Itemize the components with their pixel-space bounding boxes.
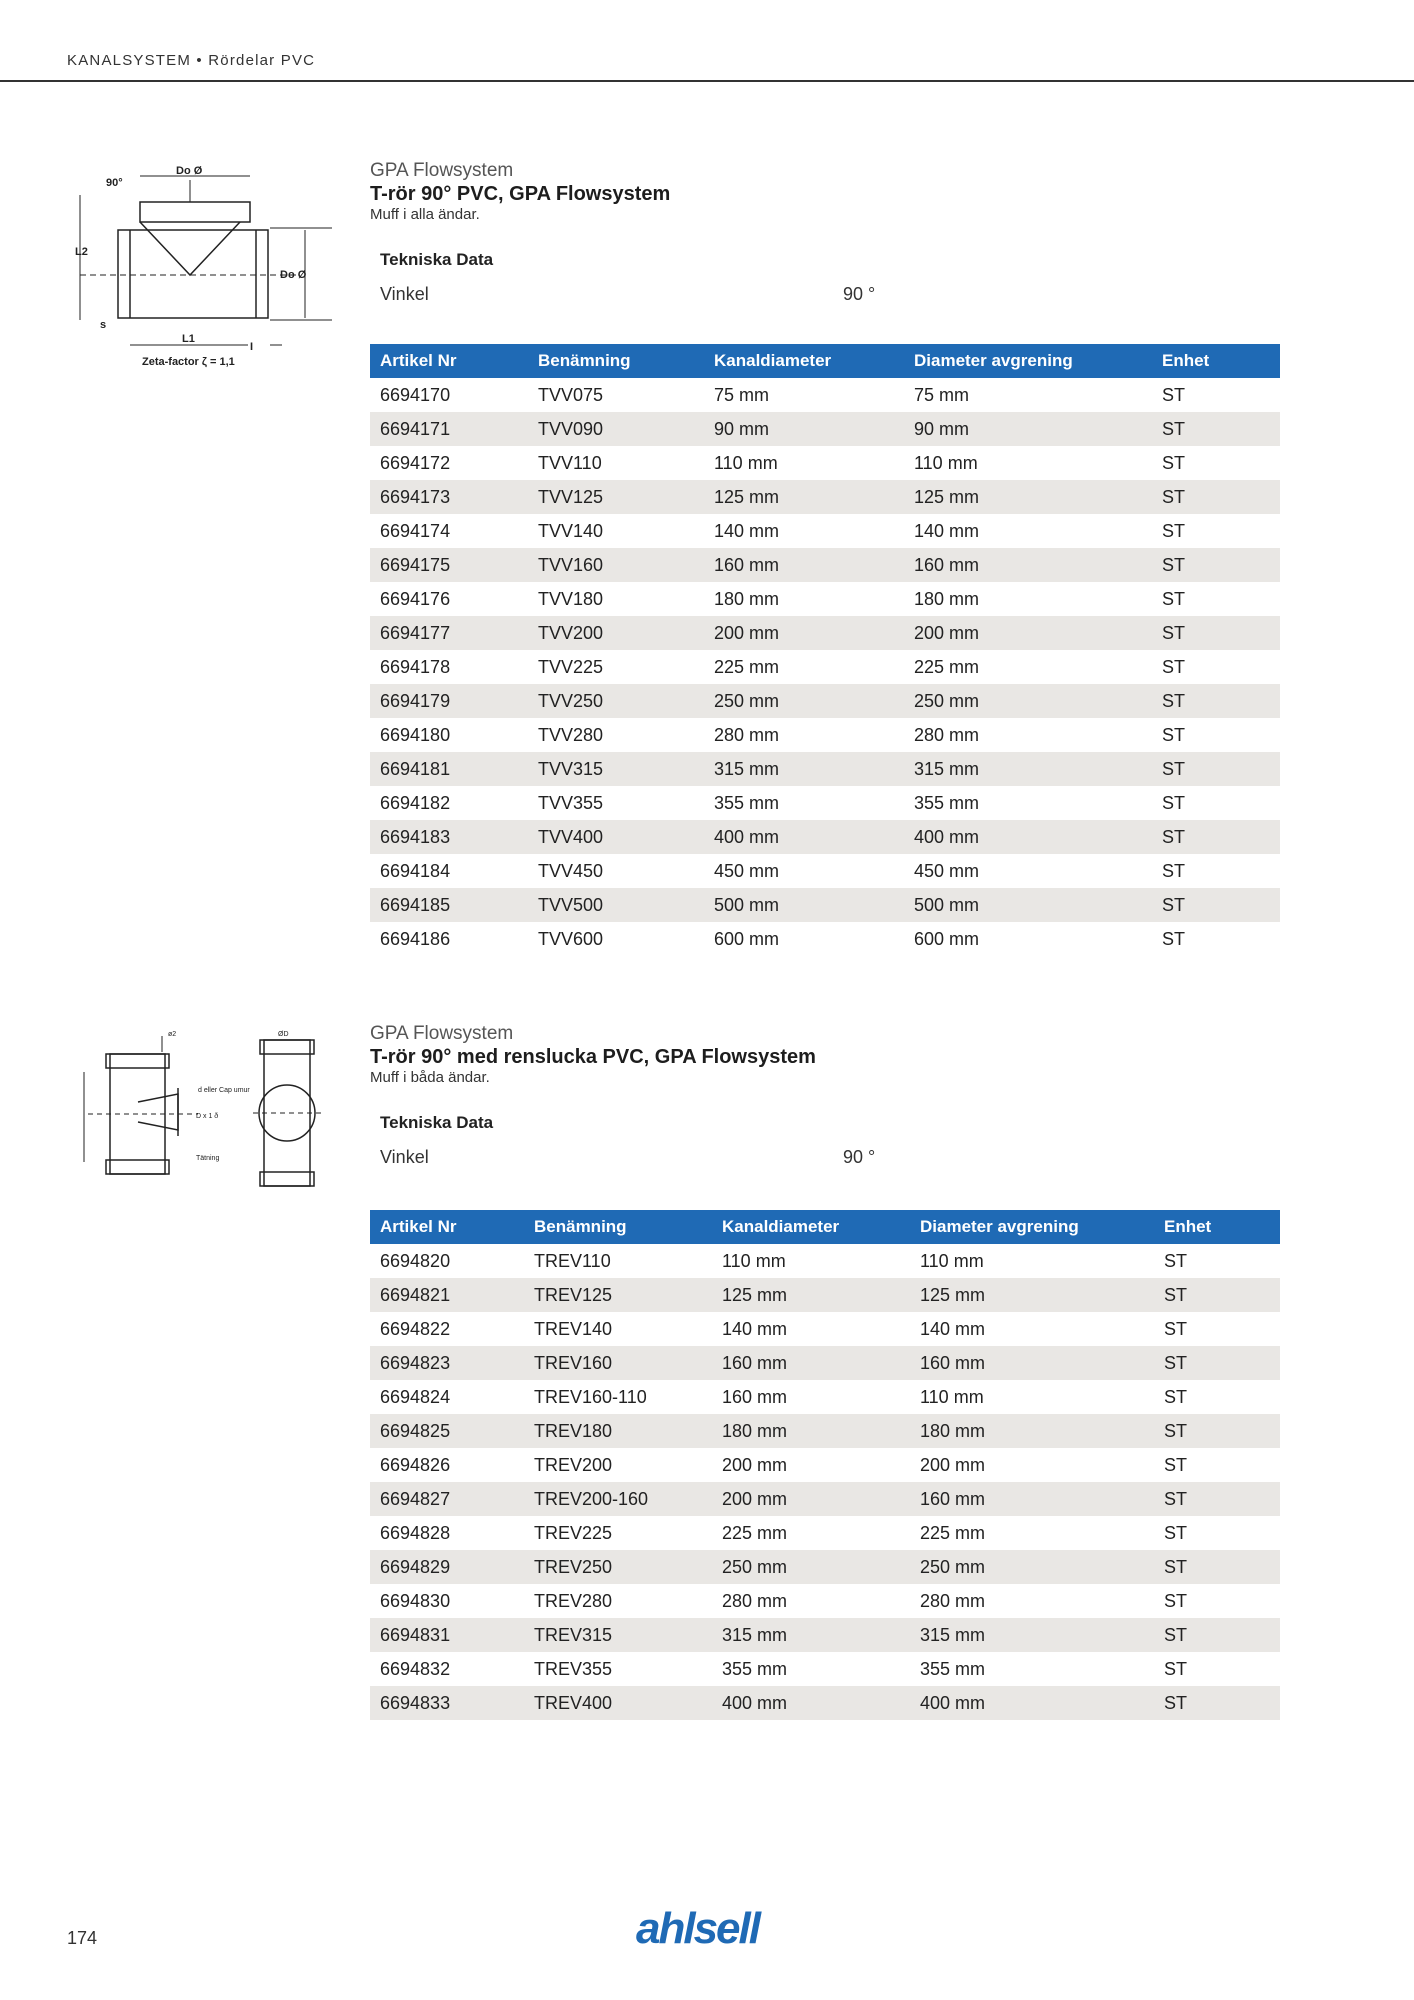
table-cell: 400 mm: [904, 820, 1152, 854]
product-title-block: [370, 160, 670, 224]
table-cell: ST: [1162, 384, 1186, 405]
table-cell: 280 mm: [722, 1590, 788, 1611]
table-row: [370, 616, 1280, 650]
table-row: [370, 1312, 1280, 1346]
table-cell: 6694171: [370, 412, 528, 446]
table-row: [370, 582, 1280, 616]
table-cell: 75 mm: [914, 384, 970, 405]
table-row: [370, 412, 1280, 446]
table-cell: 280 mm: [914, 724, 980, 745]
table-cell: ST: [1154, 1686, 1280, 1720]
table-cell: 6694826: [380, 1454, 451, 1475]
column-header: Enhet: [1152, 344, 1280, 378]
table-cell: 75 mm: [714, 384, 770, 405]
table-cell: 6694821: [370, 1278, 524, 1312]
table-cell: 6694184: [380, 860, 451, 881]
table-cell: 200 mm: [904, 616, 1152, 650]
product-title: T-rör 90° med renslucka PVC, GPA Flowsystem: [370, 1046, 816, 1068]
table-cell: 600 mm: [914, 928, 980, 949]
table-cell: TREV110: [534, 1250, 611, 1271]
label-top: ø2: [168, 1031, 177, 1038]
table-cell: 6694183: [370, 820, 528, 854]
table-cell: 6694822: [380, 1318, 451, 1339]
label-top-diameter: Do Ø: [176, 165, 203, 177]
table-cell: 125 mm: [904, 480, 1152, 514]
header-title: KANALSYSTEM • Rördelar PVC: [67, 52, 316, 69]
table-cell: ST: [1154, 1550, 1280, 1584]
table-row: [370, 1278, 1280, 1312]
table-cell: TVV600: [538, 928, 604, 949]
table-cell: 315 mm: [704, 752, 904, 786]
column-header: Kanaldiameter: [712, 1210, 910, 1244]
table-cell: TVV315: [528, 752, 704, 786]
table-cell: ST: [1162, 656, 1186, 677]
table-cell: 200 mm: [920, 1454, 986, 1475]
angle-label: Vinkel: [380, 1147, 429, 1167]
table-cell: 250 mm: [910, 1550, 1154, 1584]
table-cell: TVV075: [538, 384, 604, 405]
table-cell: ST: [1154, 1482, 1280, 1516]
table-cell: 125 mm: [910, 1278, 1154, 1312]
table-cell: 6694832: [380, 1658, 451, 1679]
label-l2: L2: [75, 246, 88, 258]
table-row: [370, 650, 1280, 684]
table-cell: TREV160: [524, 1346, 712, 1380]
table-cell: 355 mm: [714, 792, 780, 813]
table-cell: 180 mm: [914, 588, 980, 609]
table-cell: 6694174: [380, 520, 451, 541]
table-row: [370, 378, 1280, 412]
table-cell: ST: [1152, 684, 1280, 718]
table-cell: ST: [1162, 792, 1186, 813]
table-cell: TREV180: [524, 1414, 712, 1448]
product-table: [370, 1210, 1280, 1720]
table-cell: 6694831: [370, 1618, 524, 1652]
technical-data: [380, 1113, 1280, 1169]
table-cell: TVV450: [538, 860, 604, 881]
table-cell: 125 mm: [704, 480, 904, 514]
table-cell: TREV355: [534, 1658, 613, 1679]
table-cell: 160 mm: [712, 1346, 910, 1380]
table-cell: 200 mm: [712, 1482, 910, 1516]
table-cell: ST: [1164, 1250, 1188, 1271]
table-cell: ST: [1164, 1454, 1188, 1475]
table-cell: TREV160-110: [534, 1386, 647, 1407]
table-cell: TVV250: [528, 684, 704, 718]
label-s: s: [100, 319, 107, 331]
table-cell: 6694820: [380, 1250, 451, 1271]
table-cell: 6694185: [370, 888, 528, 922]
table-header-row: [370, 344, 1280, 378]
table-cell: 315 mm: [712, 1618, 910, 1652]
table-cell: ST: [1162, 928, 1186, 949]
table-cell: 6694825: [370, 1414, 524, 1448]
table-cell: 160 mm: [904, 548, 1152, 582]
table-cell: 6694824: [380, 1386, 451, 1407]
table-cell: 90 mm: [904, 412, 1152, 446]
table-cell: TREV200-160: [524, 1482, 712, 1516]
table-cell: ST: [1154, 1414, 1280, 1448]
table-cell: 6694828: [380, 1522, 451, 1543]
table-row: [370, 548, 1280, 582]
product-title: T-rör 90° PVC, GPA Flowsystem: [370, 183, 671, 205]
table-cell: 225 mm: [714, 656, 780, 677]
t-pipe-cleanout-diagram: [78, 1022, 328, 1192]
table-cell: 110 mm: [920, 1250, 984, 1271]
table-cell: ST: [1152, 480, 1280, 514]
column-header: Artikel Nr: [370, 344, 528, 378]
table-row: [370, 1448, 1280, 1482]
table-cell: ST: [1152, 548, 1280, 582]
table-cell: 6694180: [380, 724, 451, 745]
table-cell: 250 mm: [904, 684, 1152, 718]
table-cell: 180 mm: [712, 1414, 910, 1448]
technical-data-row: [380, 1147, 1280, 1169]
table-cell: TVV500: [528, 888, 704, 922]
ahlsell-logo: ahlsell: [636, 1904, 759, 1953]
technical-data-heading: Tekniska Data: [380, 250, 494, 269]
table-cell: 110 mm: [714, 452, 778, 473]
angle-label: Vinkel: [380, 284, 429, 304]
table-cell: 180 mm: [910, 1414, 1154, 1448]
table-cell: 6694182: [380, 792, 451, 813]
table-cell: 110 mm: [722, 1250, 786, 1271]
column-header: Diameter avgrening: [904, 344, 1152, 378]
table-cell: 225 mm: [722, 1522, 788, 1543]
table-cell: TVV400: [528, 820, 704, 854]
angle-value: 90 °: [843, 284, 876, 304]
table-cell: 280 mm: [920, 1590, 986, 1611]
table-cell: 500 mm: [904, 888, 1152, 922]
table-cell: 6694830: [380, 1590, 451, 1611]
label-i: I: [250, 341, 254, 353]
table-cell: ST: [1152, 888, 1280, 922]
table-row: [370, 1346, 1280, 1380]
table-cell: ST: [1164, 1386, 1188, 1407]
label-seal: Tätning: [196, 1155, 220, 1162]
table-cell: 315 mm: [910, 1618, 1154, 1652]
table-cell: ST: [1164, 1522, 1188, 1543]
label-side-diameter: Do Ø: [280, 269, 307, 281]
technical-data-row: [380, 284, 1280, 306]
table-cell: 160 mm: [722, 1386, 788, 1407]
table-cell: TVV225: [538, 656, 604, 677]
table-cell: 6694829: [370, 1550, 524, 1584]
table-cell: ST: [1162, 520, 1186, 541]
table-cell: ST: [1162, 724, 1186, 745]
table-cell: 6694173: [370, 480, 528, 514]
table-cell: 400 mm: [712, 1686, 910, 1720]
table-cell: 180 mm: [714, 588, 780, 609]
label-zeta: Zeta-factor ζ = 1,1: [142, 356, 235, 368]
table-row: [370, 684, 1280, 718]
brand-name: GPA Flowsystem: [370, 160, 514, 181]
table-cell: 450 mm: [714, 860, 780, 881]
table-cell: TVV160: [528, 548, 704, 582]
page-header: [0, 0, 1414, 82]
label-dia: D x 1 ð: [196, 1113, 219, 1120]
table-cell: 355 mm: [914, 792, 980, 813]
label-top-right: ØD: [278, 1031, 289, 1038]
table-cell: TREV250: [524, 1550, 712, 1584]
table-cell: 160 mm: [704, 548, 904, 582]
product-subtitle: Muff i båda ändar.: [370, 1069, 490, 1086]
table-row: [370, 1618, 1280, 1652]
table-cell: 200 mm: [722, 1454, 788, 1475]
table-cell: TREV125: [524, 1278, 712, 1312]
table-cell: TVV200: [528, 616, 704, 650]
table-row: [370, 854, 1280, 888]
technical-data: [380, 250, 1280, 306]
table-cell: 250 mm: [712, 1550, 910, 1584]
table-cell: 400 mm: [910, 1686, 1154, 1720]
table-cell: 160 mm: [910, 1346, 1154, 1380]
table-cell: 90 mm: [704, 412, 904, 446]
table-row: [370, 922, 1280, 956]
table-row: [370, 888, 1280, 922]
product-title-block: [370, 1023, 816, 1087]
table-cell: 355 mm: [722, 1658, 788, 1679]
table-cell: 140 mm: [722, 1318, 788, 1339]
table-cell: 500 mm: [704, 888, 904, 922]
table-cell: 140 mm: [914, 520, 980, 541]
table-cell: TVV355: [538, 792, 604, 813]
table-cell: ST: [1152, 820, 1280, 854]
table-cell: ST: [1164, 1318, 1188, 1339]
table-cell: TREV200: [534, 1454, 613, 1475]
column-header: Kanaldiameter: [704, 344, 904, 378]
table-cell: 600 mm: [714, 928, 780, 949]
table-cell: ST: [1162, 452, 1186, 473]
table-cell: ST: [1162, 860, 1186, 881]
table-row: [370, 820, 1280, 854]
column-header: Enhet: [1154, 1210, 1280, 1244]
table-row: [370, 1686, 1280, 1720]
table-cell: TVV110: [538, 452, 602, 473]
table-cell: 6694833: [370, 1686, 524, 1720]
table-cell: 6694177: [370, 616, 528, 650]
table-cell: 250 mm: [704, 684, 904, 718]
table-cell: 200 mm: [704, 616, 904, 650]
table-cell: TREV400: [524, 1686, 712, 1720]
table-cell: TVV140: [538, 520, 604, 541]
label-angle: 90°: [106, 177, 123, 189]
table-row: [370, 446, 1280, 480]
table-cell: ST: [1154, 1618, 1280, 1652]
table-row: [370, 514, 1280, 548]
table-row: [370, 1652, 1280, 1686]
table-cell: 6694181: [370, 752, 528, 786]
table-cell: 140 mm: [920, 1318, 986, 1339]
table-row: [370, 786, 1280, 820]
t-pipe-diagram: [70, 160, 340, 380]
angle-value: 90 °: [843, 1147, 876, 1167]
table-cell: 6694186: [380, 928, 451, 949]
table-cell: TVV180: [538, 588, 604, 609]
table-cell: 6694175: [370, 548, 528, 582]
column-header: Benämning: [528, 344, 704, 378]
table-cell: 110 mm: [914, 452, 978, 473]
table-cell: ST: [1152, 412, 1280, 446]
table-cell: 6694176: [380, 588, 451, 609]
table-cell: 110 mm: [920, 1386, 984, 1407]
table-cell: 280 mm: [714, 724, 780, 745]
table-cell: ST: [1164, 1658, 1188, 1679]
table-row: [370, 1414, 1280, 1448]
table-cell: TVV280: [538, 724, 604, 745]
table-header-row: [370, 1210, 1280, 1244]
table-cell: 6694170: [380, 384, 451, 405]
table-row: [370, 1584, 1280, 1618]
table-cell: 140 mm: [714, 520, 780, 541]
product-subtitle: Muff i alla ändar.: [370, 206, 480, 223]
table-row: [370, 1550, 1280, 1584]
table-cell: 6694823: [370, 1346, 524, 1380]
table-cell: 355 mm: [920, 1658, 986, 1679]
table-cell: ST: [1152, 616, 1280, 650]
label-l1: L1: [182, 333, 195, 345]
table-cell: 6694172: [380, 452, 451, 473]
table-row: [370, 1516, 1280, 1550]
table-cell: ST: [1152, 752, 1280, 786]
table-cell: TREV140: [534, 1318, 613, 1339]
technical-data-heading: Tekniska Data: [380, 1113, 494, 1132]
table-cell: ST: [1154, 1346, 1280, 1380]
table-row: [370, 1244, 1280, 1278]
table-cell: 6694827: [370, 1482, 524, 1516]
table-cell: 400 mm: [704, 820, 904, 854]
label-cap: d eller Cap umur: [198, 1087, 250, 1094]
column-header: Artikel Nr: [370, 1210, 524, 1244]
brand-name: GPA Flowsystem: [370, 1023, 514, 1044]
product-table: [370, 344, 1280, 956]
table-cell: 160 mm: [910, 1482, 1154, 1516]
table-row: [370, 480, 1280, 514]
table-cell: 225 mm: [914, 656, 980, 677]
table-cell: 125 mm: [712, 1278, 910, 1312]
table-cell: ST: [1162, 588, 1186, 609]
column-header: Diameter avgrening: [910, 1210, 1154, 1244]
table-cell: TVV090: [528, 412, 704, 446]
table-row: [370, 718, 1280, 752]
table-cell: TREV280: [534, 1590, 613, 1611]
table-cell: TVV125: [528, 480, 704, 514]
table-cell: 315 mm: [904, 752, 1152, 786]
column-header: Benämning: [524, 1210, 712, 1244]
table-cell: TREV225: [534, 1522, 613, 1543]
table-cell: TREV315: [524, 1618, 712, 1652]
table-row: [370, 752, 1280, 786]
table-row: [370, 1380, 1280, 1414]
table-cell: ST: [1164, 1590, 1188, 1611]
table-cell: 225 mm: [920, 1522, 986, 1543]
table-cell: ST: [1154, 1278, 1280, 1312]
table-row: [370, 1482, 1280, 1516]
page-number: 174: [67, 1928, 98, 1948]
table-cell: 6694179: [370, 684, 528, 718]
table-cell: 450 mm: [914, 860, 980, 881]
table-cell: 6694178: [380, 656, 451, 677]
